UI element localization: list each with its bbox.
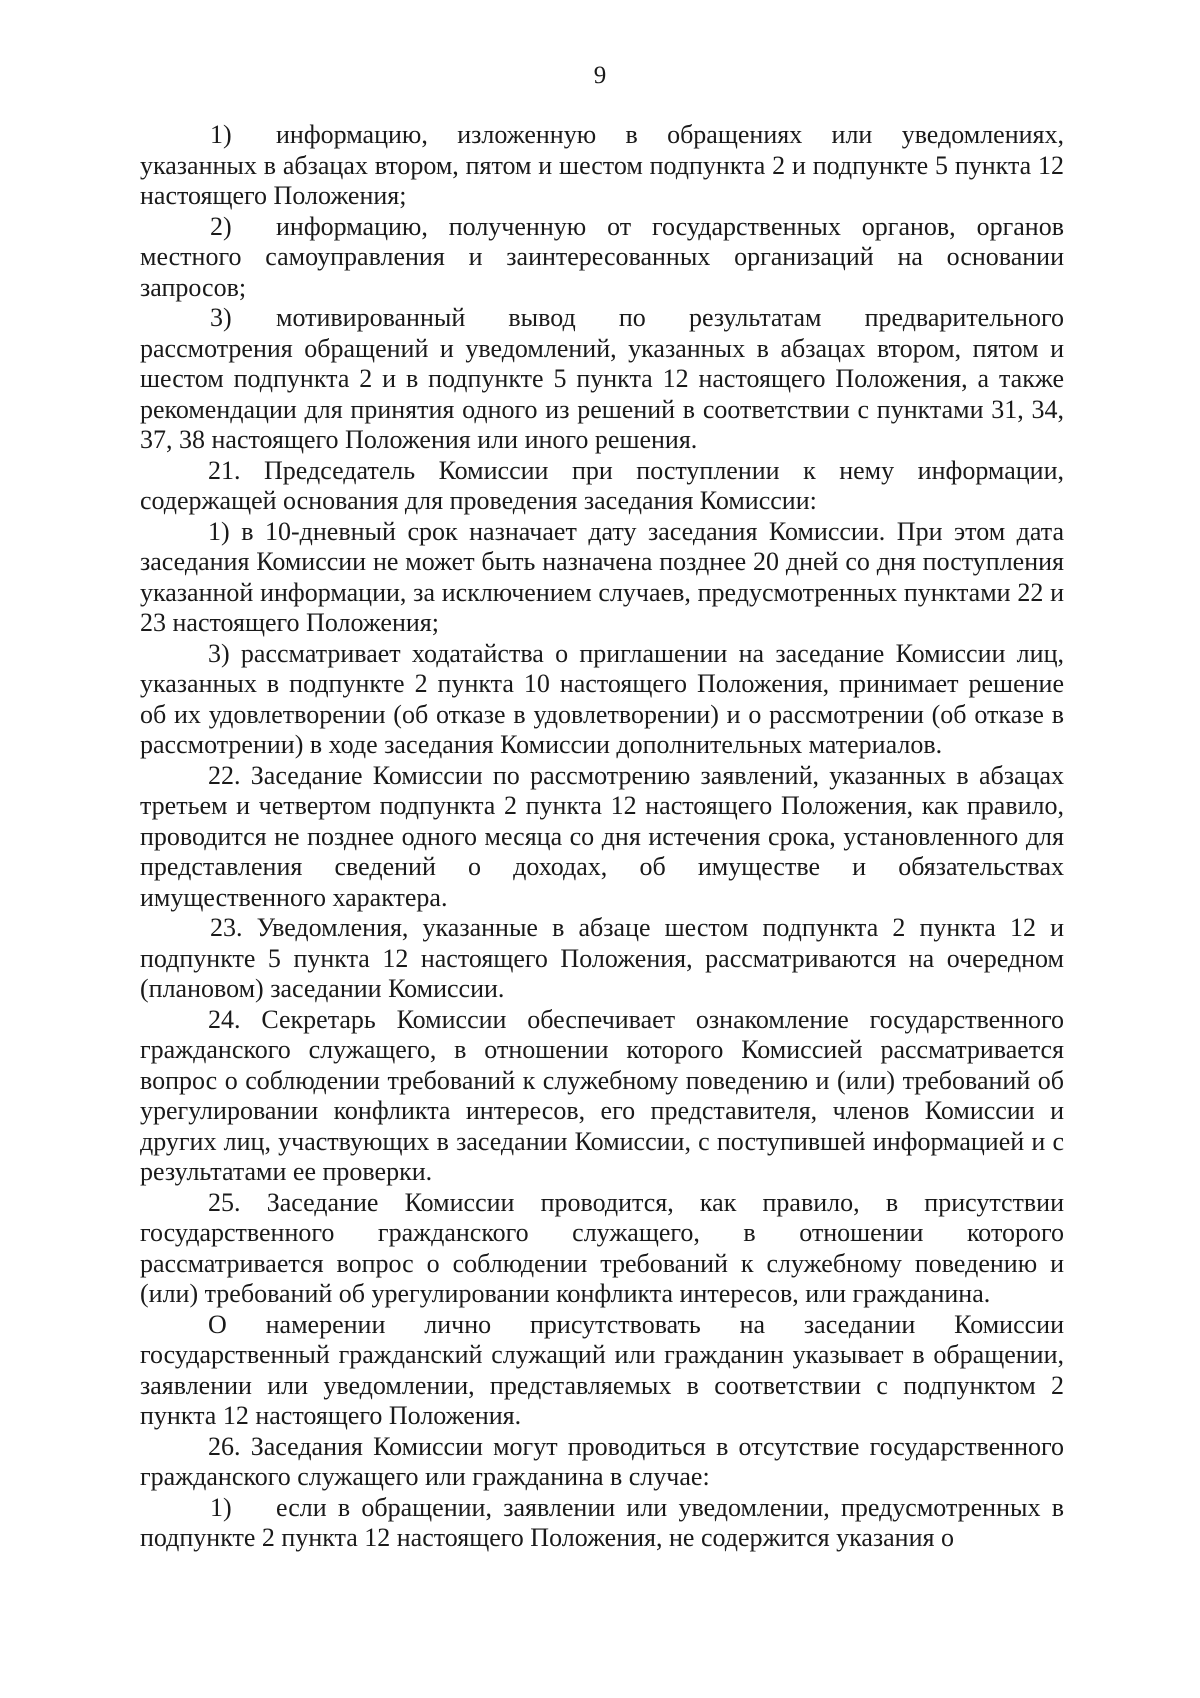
page-number: 9 [593,62,607,89]
paragraph-26: 26. Заседания Комиссии могут проводиться в отсутствие государственного гражданского служащего или гражданина в случае: [140,1431,1064,1491]
list-item-info-from-appeals [140,120,1064,212]
paragraph-23: 23. Уведомления, указанные в абзаце шестом подпункта 2 пункта 12 и подпункте 5 пункта 12 настоящего Положения, рассматриваются на очередном (плановом) заседании Комиссии. [140,913,1064,1003]
list-item-motivated-conclusion [140,303,1064,456]
paragraph-24: 24. Секретарь Комиссии обеспечивает ознакомление государственного гражданского служащего, в отношении которого Комиссией рассматривается вопрос о соблюдении требований к служебному поведению и (или) требований об урегулировании конфликта интересов, его представителя, членов Комиссии и других лиц, участвующих в заседании Комиссии, с поступившей информацией и с результатами ее проверки. [140,1004,1064,1186]
document-body [140,120,1064,1554]
list-marker: 1) [210,120,232,149]
paragraph-25-intent: О намерении лично присутствовать на заседании Комиссии государственный гражданский служащий или гражданин указывает в обращении, заявлении или уведомлении, представляемых в соответствии с подпунктом 2 пункта 12 настоящего Положения. [140,1309,1064,1430]
paragraph-text: если в обращении, заявлении или уведомлении, предусмотренных в подпункте 2 пункта 12 настоящего Положения, не содержится указания о [140,1492,1064,1552]
paragraph-21: 21. Председатель Комиссии при поступлении к нему информации, содержащей основания для проведения заседания Комиссии: [140,455,1064,515]
list-marker: 2) [210,211,232,241]
paragraph-25: 25. Заседание Комиссии проводится, как правило, в присутствии государственного гражданского служащего, в отношении которого рассматривается вопрос о соблюдении требований к служебному поведению и (или) требований об урегулировании конфликта интересов, или гражданина. [140,1187,1064,1308]
list-marker: 3) [210,303,232,332]
list-item-info-from-agencies [140,212,1064,304]
paragraph-21-subitem-3: 3) рассматривает ходатайства о приглашении на заседание Комиссии лиц, указанных в подпункте 2 пункта 10 настоящего Положения, принимает решение об их удовлетворении (об отказе в удовлетворении) и о рассмотрении (об отказе в рассмотрении) в ходе заседания Комиссии дополнительных материалов. [140,638,1064,759]
paragraph-21-subitem-1: 1) в 10-дневный срок назначает дату заседания Комиссии. При этом дата заседания Комиссии не может быть назначена позднее 20 дней со дня поступления указанной информации, за исключением случаев, предусмотренных пунктами 22 и 23 настоящего Положения; [140,516,1064,637]
paragraph-text: информацию, полученную от государственных органов, органов местного самоуправления и заинтересованных организаций на основании запросов; [140,211,1064,302]
paragraph-text: информацию, изложенную в обращениях или уведомлениях, указанных в абзацах втором, пятом и шестом подпункта 2 и подпункте 5 пункта 12 настоящего Положения; [140,120,1064,210]
paragraph-22: 22. Заседание Комиссии по рассмотрению заявлений, указанных в абзацах третьем и четвертом подпункта 2 пункта 12 настоящего Положения, как правило, проводится не позднее одного месяца со дня истечения срока, установленного для представления сведений о доходах, об имуществе и обязательствах имущественного характера. [140,760,1064,912]
paragraph-text: мотивированный вывод по результатам предварительного рассмотрения обращений и уведомлений, указанных в абзацах втором, пятом и шестом подпункта 2 и в подпункте 5 пункта 12 настоящего Положения, а также рекомендации для принятия одного из решений в соответствии с пунктами 31, 34, 37, 38 настоящего Положения или иного решения. [140,303,1064,454]
paragraph-26-subitem-1 [140,1493,1064,1554]
list-marker: 1) [210,1492,232,1522]
